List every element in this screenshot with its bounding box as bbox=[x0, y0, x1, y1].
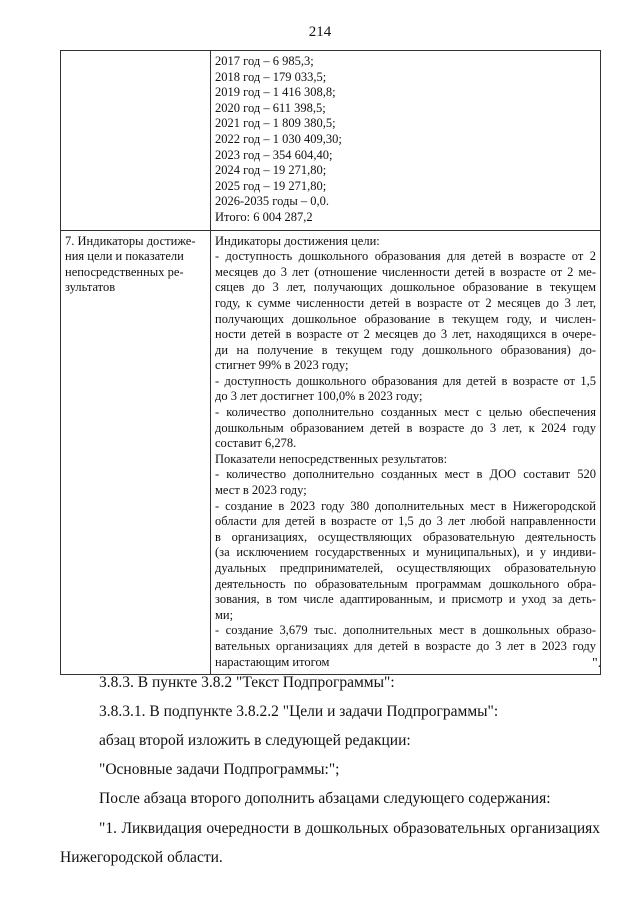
text-line: 2024 год – 19 271,80; bbox=[215, 163, 327, 178]
paragraph-3-8-3: 3.8.3. В пункте 3.8.2 "Текст Подпрограммы": bbox=[99, 674, 395, 691]
text-line: 2018 год – 179 033,5; bbox=[215, 69, 327, 84]
text-line: области для детей в возрасте от 1,5 до 3 лет любой направленности bbox=[215, 514, 596, 529]
text-line: 2026-2035 годы – 0,0. bbox=[215, 194, 330, 209]
text-line: году, к сумме численности детей в возрасте от 2 месяцев до 3 лет, bbox=[215, 295, 596, 310]
text-line: получающих дошкольное образование в текущем году, и числен- bbox=[215, 311, 596, 326]
table-row bbox=[61, 51, 601, 231]
text-line: ми; bbox=[215, 607, 234, 622]
text-line: 2017 год – 6 985,3; bbox=[215, 54, 314, 68]
text-line: сяцев до 3 лет, получающих дошкольное образование в текущем bbox=[215, 280, 596, 295]
paragraph-3-8-3-1: 3.8.3.1. В подпункте 3.8.2.2 "Цели и задачи Подпрограммы": bbox=[99, 703, 499, 720]
text-line: 2021 год – 1 809 380,5; bbox=[215, 116, 336, 131]
text-line: ди на получение в текущем году дошкольного образования) до- bbox=[215, 342, 596, 357]
table-row bbox=[61, 230, 601, 675]
text-line: Индикаторы достижения цели: bbox=[215, 233, 380, 248]
text-line: - создание 3,679 тыс. дополнительных мест в дошкольных образо- bbox=[215, 623, 596, 638]
text-line: в организациях, осуществляющих образовательную деятельность bbox=[215, 529, 596, 544]
text-line: Итого: 6 004 287,2 bbox=[215, 209, 313, 224]
paragraph-tasks-heading: "Основные задачи Подпрограммы:"; bbox=[99, 761, 340, 778]
text-line: - доступность дошкольного образования для детей в возрасте от 1,5 bbox=[215, 373, 596, 388]
text-line: 2025 год – 19 271,80; bbox=[215, 178, 327, 193]
text-line: деятельность по образовательным программам дошкольного обра- bbox=[215, 576, 596, 591]
text-line: - доступность дошкольного образования для детей в возрасте от 2 bbox=[215, 249, 596, 264]
text-line: - количество дополнительно созданных мест с целью обеспечения bbox=[215, 405, 596, 420]
text-line: 2023 год – 354 604,40; bbox=[215, 147, 333, 162]
text-line: - создание в 2023 году 380 дополнительных мест в Нижегородской bbox=[215, 498, 596, 513]
text-line: (за исключением государственных и муниципальных), и у индиви- bbox=[215, 545, 596, 560]
text-line: зования, в том числе адаптированным, и присмотр и уход за деть- bbox=[215, 592, 596, 607]
text-line: ности детей в возрасте от 2 месяцев до 3 лет, находящихся в очере- bbox=[215, 327, 596, 342]
document-table bbox=[60, 50, 601, 675]
indicators-heading-cell bbox=[61, 230, 211, 675]
page-number: 214 bbox=[308, 24, 332, 40]
text-line: составит 6,278. bbox=[215, 436, 297, 451]
paragraph-add-instruction: После абзаца второго дополнить абзацами следующего содержания: bbox=[99, 790, 551, 807]
text-line: 2019 год – 1 416 308,8; bbox=[215, 85, 336, 100]
paragraph-edit-instruction: абзац второй изложить в следующей редакции: bbox=[99, 732, 411, 749]
paragraph-task-1-line2: Нижегородской области. bbox=[60, 849, 223, 866]
table-cell-empty bbox=[61, 51, 211, 231]
text-line: мест в 2023 году; bbox=[215, 483, 307, 498]
text-line: 2020 год – 611 398,5; bbox=[215, 100, 326, 115]
text-line: ния цели и показатели bbox=[65, 249, 184, 264]
text-line: непосредственных ре- bbox=[65, 264, 184, 279]
text-line: 2022 год – 1 030 409,30; bbox=[215, 131, 342, 146]
text-line: до 3 лет достигнет 100,0% в 2023 году; bbox=[215, 389, 423, 404]
text-line: вательных организациях для детей в возрасте до 3 лет в 2023 году bbox=[215, 638, 596, 653]
text-line: - количество дополнительно созданных мест в ДОО составит 520 bbox=[215, 467, 596, 482]
text-line: зультатов bbox=[65, 280, 116, 295]
text-line: дуальных предпринимателей, осуществляющих образовательную bbox=[215, 561, 596, 575]
paragraph-task-1-line1: "1. Ликвидация очередности в дошкольных образовательных организациях bbox=[99, 820, 600, 837]
closing-quote: ". bbox=[592, 656, 602, 671]
text-line: 7. Индикаторы достиже- bbox=[65, 233, 196, 248]
text-line: стигнет 99% в 2023 году; bbox=[215, 358, 349, 373]
text-line: месяцев до 3 лет (отношение численности детей в возрасте от 2 ме- bbox=[215, 264, 596, 279]
funding-by-year-cell bbox=[211, 51, 601, 231]
text-line: нарастающим итогом bbox=[215, 654, 330, 669]
text-line: Показатели непосредственных результатов: bbox=[215, 451, 448, 466]
indicators-content-cell bbox=[211, 230, 601, 675]
text-line: дошкольным образованием детей в возрасте до 3 лет, к 2024 году bbox=[215, 420, 596, 435]
